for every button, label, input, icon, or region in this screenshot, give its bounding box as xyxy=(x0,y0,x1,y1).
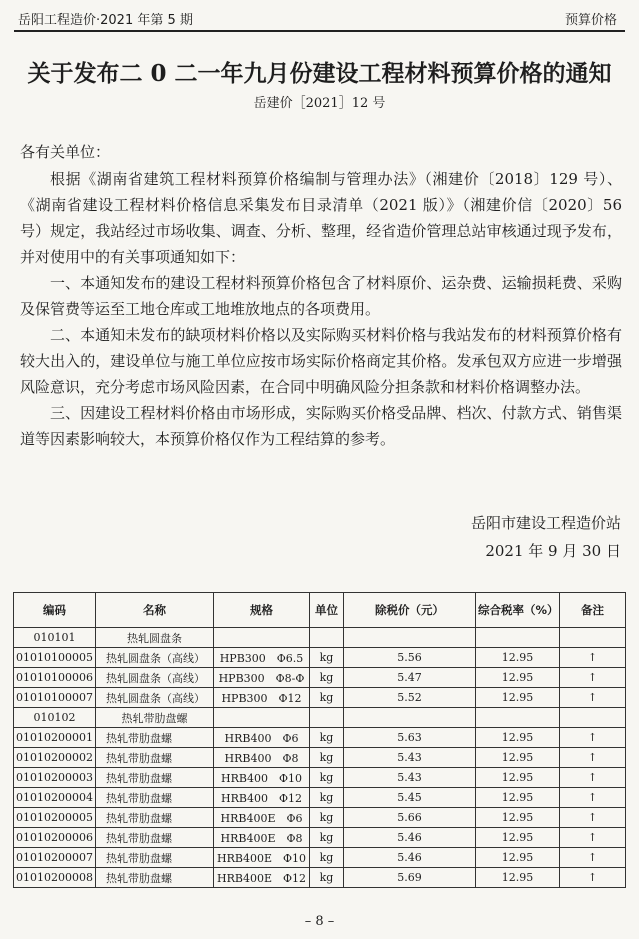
notice-body xyxy=(20,166,622,452)
cell-price: 5.69 xyxy=(344,868,476,888)
cell-note: ↑ xyxy=(560,828,626,848)
cell-code: 01010200002 xyxy=(14,748,96,768)
cell-tax: 12.95 xyxy=(476,848,560,868)
cell-price xyxy=(344,628,476,648)
header-divider xyxy=(14,30,625,32)
cell-name: 热轧带肋盘螺 xyxy=(96,768,214,788)
table-row xyxy=(14,728,626,748)
cell-name: 热轧带肋盘螺 xyxy=(96,808,214,828)
cell-price: 5.56 xyxy=(344,648,476,668)
cell-spec: HPB300 Φ12 xyxy=(214,688,310,708)
table-group-row xyxy=(14,628,626,648)
cell-note: ↑ xyxy=(560,668,626,688)
cell-unit xyxy=(310,628,344,648)
cell-name: 热轧带肋盘螺 xyxy=(96,828,214,848)
cell-unit: kg xyxy=(310,648,344,668)
journal-header: 岳阳工程造价·2021 年第 5 期 xyxy=(18,13,193,28)
cell-price: 5.63 xyxy=(344,728,476,748)
cell-price: 5.46 xyxy=(344,828,476,848)
cell-note: ↑ xyxy=(560,648,626,668)
table-row xyxy=(14,808,626,828)
cell-code: 01010100006 xyxy=(14,668,96,688)
cell-code: 01010200007 xyxy=(14,848,96,868)
cell-note: ↑ xyxy=(560,748,626,768)
cell-unit: kg xyxy=(310,728,344,748)
cell-tax: 12.95 xyxy=(476,648,560,668)
cell-tax: 12.95 xyxy=(476,688,560,708)
cell-note: ↑ xyxy=(560,688,626,708)
cell-note xyxy=(560,708,626,728)
table-header-row xyxy=(14,593,626,628)
cell-spec xyxy=(214,628,310,648)
col-header-note: 备注 xyxy=(560,593,626,628)
paragraph-item-2: 二、本通知未发布的缺项材料价格以及实际购买材料价格与我站发布的材料预算价格有较大出入的，建设单位与施工单位应按市场实际价格商定其价格。发承包双方应进一步增强风险意识，充分考虑市场风险因素，在合同中明确风险分担条款和材料价格调整办法。 xyxy=(20,326,622,396)
cell-unit: kg xyxy=(310,668,344,688)
cell-tax xyxy=(476,628,560,648)
cell-code: 01010200003 xyxy=(14,768,96,788)
table-row xyxy=(14,748,626,768)
cell-spec: HRB400 Φ6 xyxy=(214,728,310,748)
cell-price xyxy=(344,708,476,728)
cell-unit: kg xyxy=(310,768,344,788)
col-header-price: 除税价（元） xyxy=(344,593,476,628)
cell-spec: HPB300 Φ6.5 xyxy=(214,648,310,668)
cell-tax: 12.95 xyxy=(476,868,560,888)
cell-spec: HPB300 Φ8-Φ xyxy=(214,668,310,688)
col-header-spec: 规格 xyxy=(214,593,310,628)
price-table xyxy=(13,592,626,888)
cell-code: 01010200001 xyxy=(14,728,96,748)
col-header-code: 编码 xyxy=(14,593,96,628)
cell-unit: kg xyxy=(310,748,344,768)
table-row xyxy=(14,668,626,688)
table-row xyxy=(14,788,626,808)
cell-spec: HRB400E Φ6 xyxy=(214,808,310,828)
cell-unit: kg xyxy=(310,788,344,808)
cell-code: 01010100007 xyxy=(14,688,96,708)
col-header-unit: 单位 xyxy=(310,593,344,628)
cell-note: ↑ xyxy=(560,848,626,868)
cell-spec: HRB400 Φ8 xyxy=(214,748,310,768)
signature-date: 2021 年 9 月 30 日 xyxy=(485,542,621,560)
cell-note: ↑ xyxy=(560,768,626,788)
table-row xyxy=(14,648,626,668)
section-header: 预算价格 xyxy=(564,13,617,28)
cell-name: 热轧带肋盘螺 xyxy=(96,848,214,868)
cell-price: 5.45 xyxy=(344,788,476,808)
cell-name: 热轧带肋盘螺 xyxy=(96,868,214,888)
cell-tax: 12.95 xyxy=(476,828,560,848)
cell-name: 热轧圆盘条 xyxy=(96,628,214,648)
cell-tax: 12.95 xyxy=(476,768,560,788)
cell-unit xyxy=(310,708,344,728)
cell-tax xyxy=(476,708,560,728)
cell-spec: HRB400E Φ8 xyxy=(214,828,310,848)
document-number: 岳建价［2021］12 号 xyxy=(253,96,386,111)
cell-name: 热轧带肋盘螺 xyxy=(96,788,214,808)
cell-price: 5.66 xyxy=(344,808,476,828)
cell-price: 5.52 xyxy=(344,688,476,708)
cell-name: 热轧带肋盘螺 xyxy=(96,728,214,748)
cell-code: 01010200004 xyxy=(14,788,96,808)
cell-price: 5.43 xyxy=(344,768,476,788)
col-header-tax: 综合税率（%） xyxy=(476,593,560,628)
col-header-name: 名称 xyxy=(96,593,214,628)
cell-tax: 12.95 xyxy=(476,728,560,748)
table-row xyxy=(14,688,626,708)
cell-code: 01010200005 xyxy=(14,808,96,828)
table-row xyxy=(14,768,626,788)
cell-code: 01010200006 xyxy=(14,828,96,848)
cell-spec: HRB400 Φ10 xyxy=(214,768,310,788)
cell-spec: HRB400E Φ12 xyxy=(214,868,310,888)
paragraph-intro: 根据《湖南省建筑工程材料预算价格编制与管理办法》（湘建价〔2018〕129 号）、《湖南省建设工程材料价格信息采集发布目录清单（2021 版）》（湘建价信〔2020〕56 号）规定，我站经过市场收集、调查、分析、整理，经省造价管理总站审核通过现予发布，并对使用中的有关事项通知如下： xyxy=(20,170,622,266)
cell-unit: kg xyxy=(310,828,344,848)
cell-spec: HRB400E Φ10 xyxy=(214,848,310,868)
table-row xyxy=(14,848,626,868)
cell-name: 热轧带肋盘螺 xyxy=(96,748,214,768)
signature-org: 岳阳市建设工程造价站 xyxy=(470,514,621,532)
paragraph-item-1: 一、本通知发布的建设工程材料预算价格包含了材料原价、运杂费、运输损耗费、采购及保管费等运至工地仓库或工地堆放地点的各项费用。 xyxy=(20,274,622,318)
notice-title: 关于发布二 0 二一年九月份建设工程材料预算价格的通知 xyxy=(27,60,612,87)
page-number: – 8 – xyxy=(304,914,335,929)
cell-unit: kg xyxy=(310,848,344,868)
cell-note: ↑ xyxy=(560,788,626,808)
cell-price: 5.43 xyxy=(344,748,476,768)
greeting: 各有关单位： xyxy=(20,143,111,161)
table-group-row xyxy=(14,708,626,728)
paragraph-item-3: 三、因建设工程材料价格由市场形成，实际购买价格受品牌、档次、付款方式、销售渠道等因素影响较大，本预算价格仅作为工程结算的参考。 xyxy=(20,404,622,448)
cell-tax: 12.95 xyxy=(476,748,560,768)
cell-code: 01010200008 xyxy=(14,868,96,888)
cell-note: ↑ xyxy=(560,868,626,888)
table-row xyxy=(14,868,626,888)
cell-spec: HRB400 Φ12 xyxy=(214,788,310,808)
cell-unit: kg xyxy=(310,868,344,888)
cell-note: ↑ xyxy=(560,808,626,828)
cell-tax: 12.95 xyxy=(476,788,560,808)
cell-tax: 12.95 xyxy=(476,668,560,688)
cell-code: 01010100005 xyxy=(14,648,96,668)
cell-note: ↑ xyxy=(560,728,626,748)
cell-name: 热轧圆盘条（高线） xyxy=(96,668,214,688)
cell-price: 5.46 xyxy=(344,848,476,868)
cell-unit: kg xyxy=(310,688,344,708)
table-row xyxy=(14,828,626,848)
cell-code: 010101 xyxy=(14,628,96,648)
cell-spec xyxy=(214,708,310,728)
cell-price: 5.47 xyxy=(344,668,476,688)
cell-unit: kg xyxy=(310,808,344,828)
cell-code: 010102 xyxy=(14,708,96,728)
cell-name: 热轧带肋盘螺 xyxy=(96,708,214,728)
cell-tax: 12.95 xyxy=(476,808,560,828)
cell-name: 热轧圆盘条（高线） xyxy=(96,688,214,708)
cell-note xyxy=(560,628,626,648)
cell-name: 热轧圆盘条（高线） xyxy=(96,648,214,668)
